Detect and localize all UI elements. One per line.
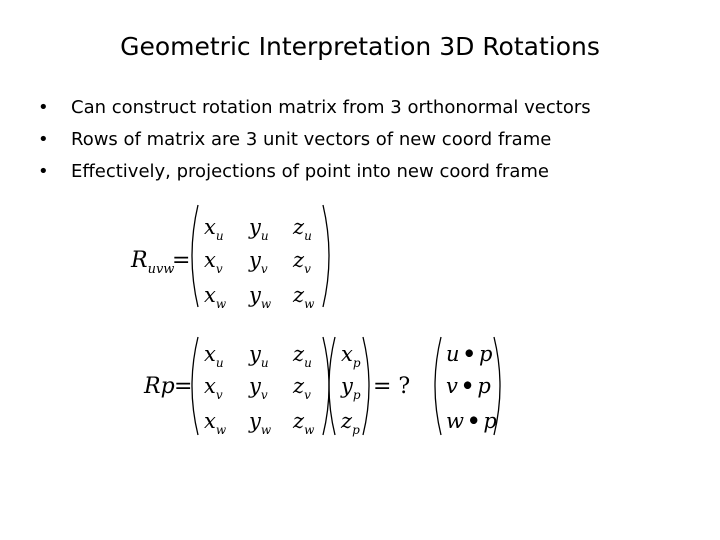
matrix-cell: $x_u$ bbox=[204, 342, 224, 370]
rotation-matrix-equation bbox=[130, 205, 329, 311]
bullet-icon: • bbox=[38, 129, 49, 150]
matrix-cell: $z_w$ bbox=[293, 283, 315, 311]
eq1-lhs: $R_{uvw}$ bbox=[131, 248, 175, 277]
matrix-cell: $x_w$ bbox=[204, 283, 227, 311]
left-paren-icon bbox=[192, 337, 198, 435]
bullet-text: Effectively, projections of point into new coord frame bbox=[71, 161, 549, 182]
right-paren-icon bbox=[323, 205, 329, 307]
matrix-cell: $z_u$ bbox=[293, 215, 312, 243]
eq2-rhs-equals: = ? bbox=[373, 374, 411, 399]
slide-title: Geometric Interpretation 3D Rotations bbox=[120, 32, 600, 61]
dot-product-cell: u • p bbox=[446, 341, 493, 366]
matrix-cell: $y_v$ bbox=[249, 374, 268, 402]
matrix-cell: $z_u$ bbox=[293, 342, 312, 370]
matrix-cell: $y_w$ bbox=[249, 409, 272, 437]
vector-cell: $z_p$ bbox=[341, 409, 360, 437]
dot-product-cell: w • p bbox=[446, 408, 497, 433]
matrix-cell: $z_w$ bbox=[293, 409, 315, 437]
eq2-lhs: Rp bbox=[144, 374, 175, 399]
dot-product-cell: v • p bbox=[446, 373, 491, 398]
projection-equation bbox=[143, 337, 500, 437]
left-paren-icon bbox=[192, 205, 198, 307]
matrix-cell: $x_u$ bbox=[204, 215, 224, 243]
vector-cell: $y_p$ bbox=[341, 374, 361, 402]
matrix-cell: $y_u$ bbox=[249, 342, 269, 370]
left-paren-icon bbox=[435, 337, 441, 435]
bullet-text: Rows of matrix are 3 unit vectors of new coord frame bbox=[71, 129, 552, 150]
left-paren-icon bbox=[329, 337, 335, 435]
matrix-cell: $y_u$ bbox=[249, 215, 269, 243]
eq1-equals: = bbox=[172, 248, 191, 273]
matrix-cell: $y_w$ bbox=[249, 283, 272, 311]
bullet-icon: • bbox=[38, 97, 49, 118]
matrix-cell: $x_w$ bbox=[204, 409, 227, 437]
right-paren-icon bbox=[323, 337, 329, 435]
right-paren-icon bbox=[363, 337, 369, 435]
matrix-cell: $z_v$ bbox=[293, 374, 311, 402]
matrix-cell: $x_v$ bbox=[204, 248, 223, 276]
bullet-text: Can construct rotation matrix from 3 orthonormal vectors bbox=[71, 97, 591, 118]
bullet-icon: • bbox=[38, 161, 49, 182]
vector-cell: $x_p$ bbox=[341, 342, 361, 370]
matrix-cell: $z_v$ bbox=[293, 248, 311, 276]
matrix-cell: $y_v$ bbox=[249, 248, 268, 276]
matrix-cell: $x_v$ bbox=[204, 374, 223, 402]
eq2-equals: = bbox=[174, 374, 193, 399]
